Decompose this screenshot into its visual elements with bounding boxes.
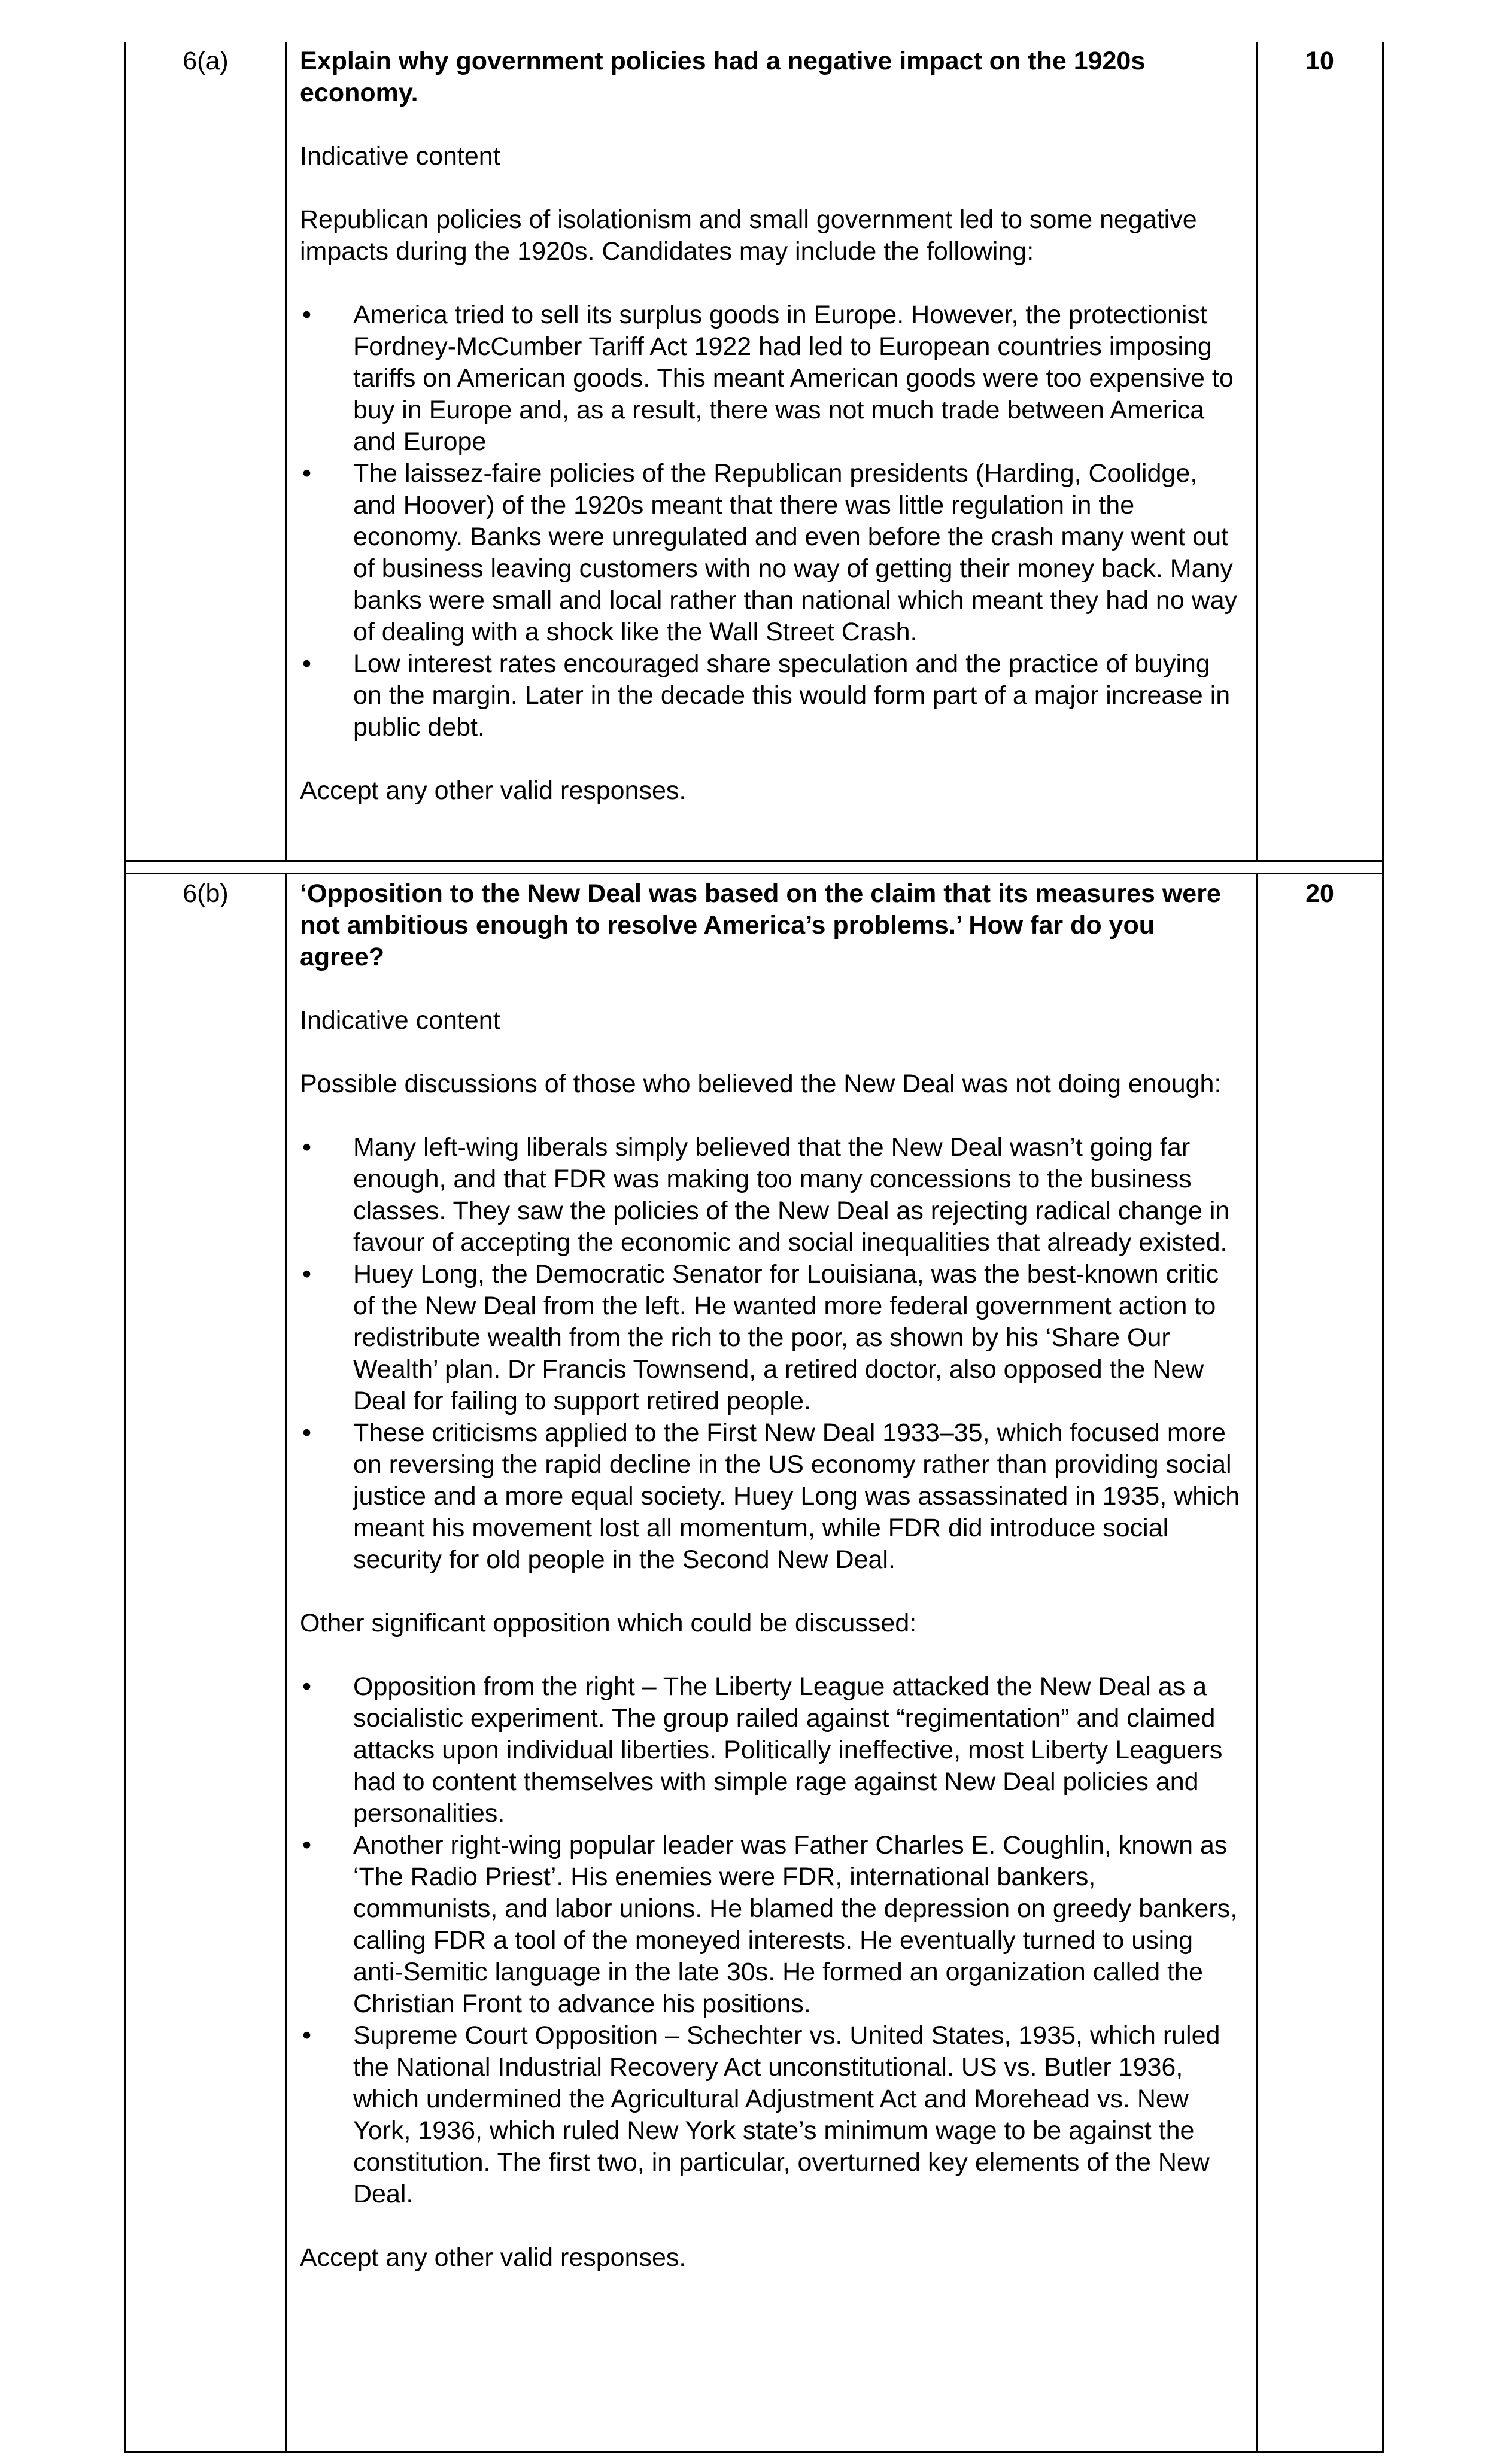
bullet-icon: • — [302, 459, 312, 488]
question-number-cell — [126, 42, 287, 860]
list-item-text: Low interest rates encouraged share speculation and the practice of buying on the margin. Later in the decade this would form part of a major increase in public debt. — [353, 649, 1231, 742]
intro-text: Possible discussions of those who believed the New Deal was not doing enough: — [300, 1070, 1222, 1098]
list-item — [300, 1259, 1244, 1417]
intro-text: Republican policies of isolationism and small government led to some negative impacts during the 1920s. Candidates may include the following: — [300, 205, 1197, 266]
marks-cell — [1258, 42, 1382, 860]
question-text: ‘Opposition to the New Deal was based on the claim that its measures were not ambitious enough to resolve America’s problems.’ How far do you agree? — [300, 879, 1221, 971]
bullet-icon: • — [302, 1831, 312, 1860]
question-number-cell — [126, 874, 287, 2451]
list-item-text: Huey Long, the Democratic Senator for Louisiana, was the best-known critic of the New Deal from the left. He wanted more federal government action to redistribute wealth from the rich to the poor, as shown by his ‘Share Our Wealth’ plan. Dr Francis Townsend, a retired doctor, also opposed the New Deal for failing to support retired people. — [353, 1260, 1219, 1415]
marks-value: 20 — [1305, 879, 1334, 908]
question-text: Explain why government policies had a negative impact on the 1920s economy. — [300, 47, 1146, 107]
list-item-text: America tried to sell its surplus goods in Europe. However, the protectionist Fordney-McCumber Tariff Act 1922 had led to European countries imposing tariffs on American goods. This meant American goods were too expensive to buy in Europe and, as a result, there was not much trade between America and Europe — [353, 300, 1234, 456]
bullet-icon: • — [302, 2021, 312, 2050]
question-row-6b — [124, 873, 1384, 2453]
list-item-text: Many left-wing liberals simply believed that the New Deal wasn’t going far enough, and that FDR was making too many concessions to the business classes. They saw the policies of the New Deal as rejecting radical change in favour of accepting the economic and social inequalities that already existed. — [353, 1133, 1230, 1257]
list-item — [300, 648, 1244, 743]
list-item-text: Another right-wing popular leader was Father Charles E. Coughlin, known as ‘The Radio Priest’. His enemies were FDR, international bankers, communists, and labor unions. He blamed the depression on greedy bankers, calling FDR a tool of the moneyed interests. He eventually turned to using anti-Semitic language in the late 30s. He formed an organization called the Christian Front to advance his positions. — [353, 1831, 1238, 2018]
closing-text: Accept any other valid responses. — [300, 2243, 687, 2272]
bullet-list — [300, 1132, 1244, 1576]
answer-content-cell — [287, 42, 1258, 860]
list-item — [300, 1830, 1244, 2020]
list-item — [300, 1417, 1244, 1576]
marks-cell — [1258, 874, 1382, 2451]
indicative-content-label: Indicative content — [300, 142, 500, 171]
bullet-icon: • — [302, 1133, 312, 1162]
list-item — [300, 2020, 1244, 2210]
indicative-content-label: Indicative content — [300, 1006, 500, 1035]
bullet-icon: • — [302, 649, 312, 678]
answer-content-cell — [287, 874, 1258, 2451]
question-number: 6(b) — [183, 879, 229, 908]
bullet-list — [300, 1671, 1244, 2210]
list-item-text: Opposition from the right – The Liberty League attacked the New Deal as a socialistic experiment. The group railed against “regimentation” and claimed attacks upon individual liberties. Politically ineffective, most Liberty Leaguers had to content themselves with simple rage against New Deal policies and personalities. — [353, 1672, 1223, 1828]
list-item — [300, 458, 1244, 648]
list-item — [300, 1671, 1244, 1830]
bullet-list — [300, 299, 1244, 743]
bullet-icon: • — [302, 1418, 312, 1447]
list-item-text: The laissez-faire policies of the Republican presidents (Harding, Coolidge, and Hoover) of the 1920s meant that there was little regulation in the economy. Banks were unregulated and even before the crash many went out of business leaving customers with no way of getting their money back. Many banks were small and local rather than national which meant they had no way of dealing with a shock like the Wall Street Crash. — [353, 459, 1238, 646]
row-separator — [124, 862, 1384, 873]
question-number: 6(a) — [183, 47, 229, 75]
marks-value: 10 — [1305, 47, 1334, 75]
other-intro-text: Other significant opposition which could be discussed: — [300, 1609, 917, 1637]
question-row-6a — [124, 42, 1384, 862]
list-item — [300, 299, 1244, 458]
closing-text: Accept any other valid responses. — [300, 776, 687, 805]
bullet-icon: • — [302, 1672, 312, 1701]
list-item — [300, 1132, 1244, 1259]
list-item-text: Supreme Court Opposition – Schechter vs. United States, 1935, which ruled the National Industrial Recovery Act unconstitutional. US vs. Butler 1936, which undermined the Agricultural Adjustment Act and Morehead vs. New York, 1936, which ruled New York state’s minimum wage to be against the constitution. The first two, in particular, overturned key elements of the New Deal. — [353, 2021, 1220, 2208]
list-item-text: These criticisms applied to the First New Deal 1933–35, which focused more on reversing the rapid decline in the US economy rather than providing social justice and a more equal society. Huey Long was assassinated in 1935, which meant his movement lost all momentum, while FDR did introduce social security for old people in the Second New Deal. — [353, 1418, 1240, 1574]
bullet-icon: • — [302, 1260, 312, 1289]
bullet-icon: • — [302, 300, 312, 329]
